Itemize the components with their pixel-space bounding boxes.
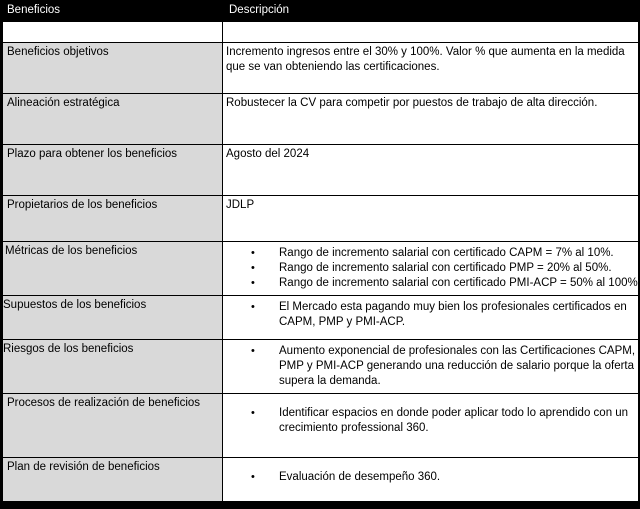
row-label: Plan de revisión de beneficios bbox=[7, 461, 160, 473]
table-row bbox=[3, 242, 639, 296]
benefits-table bbox=[2, 0, 639, 502]
row-value: Robustecer la CV para competir por puestos de trabajo de alta dirección. bbox=[226, 97, 598, 109]
bullet-icon: • bbox=[251, 471, 255, 483]
row-label: Beneficios objetivos bbox=[7, 46, 109, 58]
bullet-icon: • bbox=[251, 301, 255, 313]
row-label-cell bbox=[3, 340, 223, 394]
row-label-cell bbox=[3, 394, 223, 458]
list-item-text: Rango de incremento salarial con certificado CAPM = 7% al 10%. bbox=[279, 247, 614, 259]
bullet-icon: • bbox=[251, 247, 255, 259]
list-item bbox=[251, 276, 638, 291]
list-item-text: Rango de incremento salarial con certificado PMI-ACP = 50% al 100% bbox=[279, 277, 638, 289]
list-item bbox=[251, 470, 638, 485]
row-value: JDLP bbox=[226, 199, 255, 211]
row-label-cell bbox=[3, 196, 223, 242]
row-value-cell bbox=[223, 394, 639, 458]
header-cell-beneficios bbox=[3, 1, 223, 22]
empty-row bbox=[3, 22, 639, 43]
row-label: Riesgos de los beneficios bbox=[3, 343, 134, 355]
table-header-row bbox=[3, 1, 639, 22]
bullet-icon: • bbox=[251, 277, 255, 289]
header-cell-descripcion bbox=[223, 1, 639, 22]
row-value-cell bbox=[223, 458, 639, 502]
table-row bbox=[3, 145, 639, 196]
bullet-icon: • bbox=[251, 407, 255, 419]
row-value-cell bbox=[223, 296, 639, 340]
list-item bbox=[251, 261, 638, 276]
table-row bbox=[3, 196, 639, 242]
row-value: Agosto del 2024 bbox=[226, 148, 310, 160]
bullet-list bbox=[223, 242, 638, 291]
list-item-text: Evaluación de desempeño 360. bbox=[279, 471, 441, 483]
row-label-cell bbox=[3, 242, 223, 296]
list-item bbox=[251, 406, 638, 436]
row-value-cell bbox=[223, 94, 639, 145]
table-row bbox=[3, 94, 639, 145]
bullet-list bbox=[223, 296, 638, 330]
row-value-cell bbox=[223, 43, 639, 94]
row-label: Supuestos de los beneficios bbox=[3, 299, 147, 311]
row-label: Plazo para obtener los beneficios bbox=[7, 148, 178, 160]
header-label-beneficios: Beneficios bbox=[7, 4, 61, 16]
empty-cell bbox=[3, 22, 223, 43]
row-value-cell bbox=[223, 340, 639, 394]
empty-cell bbox=[223, 22, 639, 43]
row-value: Incremento ingresos entre el 30% y 100%. Valor % que aumenta en la medida que se van obteniendo las certificaciones. bbox=[226, 46, 625, 73]
row-label: Alineación estratégica bbox=[7, 97, 120, 109]
row-label-cell bbox=[3, 94, 223, 145]
row-label-cell bbox=[3, 145, 223, 196]
row-value-cell bbox=[223, 242, 639, 296]
row-value-cell bbox=[223, 145, 639, 196]
benefits-table-sheet bbox=[2, 0, 638, 507]
list-item-text: Rango de incremento salarial con certificado PMP = 20% al 50%. bbox=[279, 262, 612, 274]
row-label: Propietarios de los beneficios bbox=[7, 199, 158, 211]
row-label-cell bbox=[3, 458, 223, 502]
row-label-cell bbox=[3, 43, 223, 94]
row-label: Procesos de realización de beneficios bbox=[7, 397, 201, 409]
list-item-text: Aumento exponencial de profesionales con las Certificaciones CAPM, PMP y PMI-ACP generando una reducción de salario porque la oferta supera la demanda. bbox=[279, 345, 636, 387]
list-item bbox=[251, 300, 638, 330]
list-item bbox=[251, 246, 638, 261]
table-row bbox=[3, 394, 639, 458]
header-label-descripcion: Descripción bbox=[229, 4, 290, 16]
list-item-text: El Mercado esta pagando muy bien los profesionales certificados en CAPM, PMP y PMI-ACP. bbox=[279, 301, 627, 328]
bullet-list bbox=[223, 458, 638, 485]
bullet-list bbox=[223, 340, 638, 389]
bullet-icon: • bbox=[251, 345, 255, 357]
table-row bbox=[3, 296, 639, 340]
list-item-text: Identificar espacios en donde poder aplicar todo lo aprendido con un crecimiento professional 360. bbox=[279, 407, 629, 434]
bullet-list bbox=[223, 394, 638, 436]
table-row bbox=[3, 340, 639, 394]
table-row bbox=[3, 43, 639, 94]
table-row bbox=[3, 458, 639, 502]
row-value-cell bbox=[223, 196, 639, 242]
list-item bbox=[251, 344, 638, 389]
bullet-icon: • bbox=[251, 262, 255, 274]
row-label: Métricas de los beneficios bbox=[5, 245, 138, 257]
row-label-cell bbox=[3, 296, 223, 340]
